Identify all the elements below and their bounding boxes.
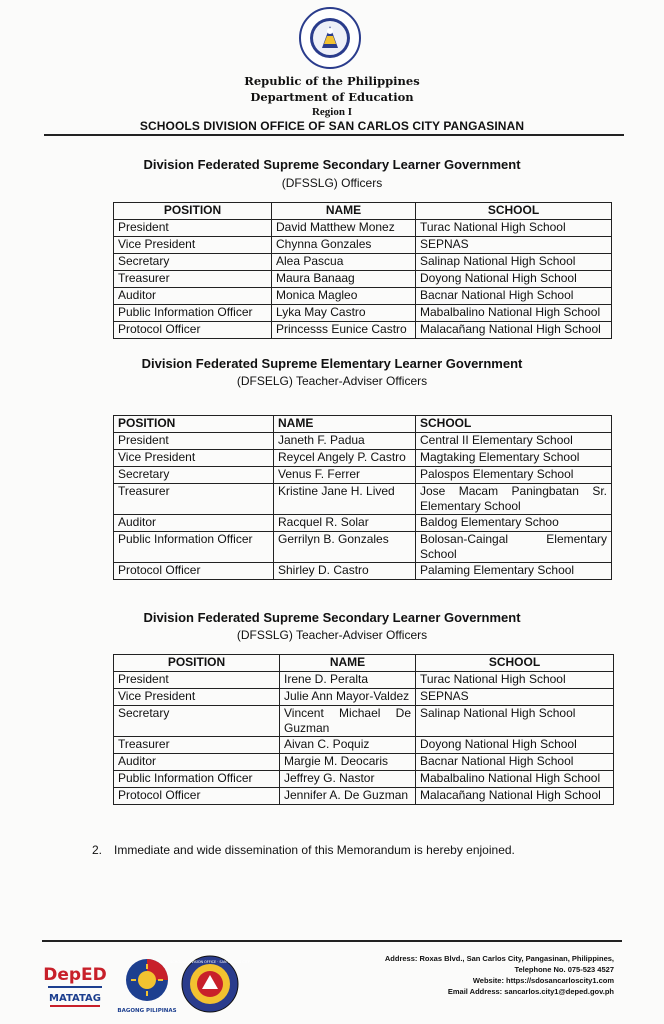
school-cell: SEPNAS bbox=[416, 237, 612, 254]
table-row bbox=[114, 237, 612, 254]
table-row bbox=[114, 706, 614, 737]
name-cell: Jeffrey G. Nastor bbox=[280, 771, 416, 788]
website-link[interactable]: https://sdosancarloscity1.com bbox=[506, 976, 614, 985]
email-link[interactable]: sancarlos.city1@deped.gov.ph bbox=[504, 987, 614, 996]
footer-divider bbox=[42, 940, 622, 942]
position-cell: Vice President bbox=[114, 689, 280, 706]
telephone-line bbox=[385, 964, 614, 975]
school-cell: Salinap National High School bbox=[416, 706, 614, 737]
position-cell: Secretary bbox=[114, 467, 274, 484]
address-value: Roxas Blvd., San Carlos City, Pangasinan, Philippines, bbox=[419, 954, 614, 963]
position-cell: President bbox=[114, 672, 280, 689]
table-header-row bbox=[114, 203, 612, 220]
email-line bbox=[385, 986, 614, 997]
paragraph-number: 2. bbox=[92, 843, 103, 857]
school-cell: Palaming Elementary School bbox=[416, 563, 612, 580]
email-label: Email Address: bbox=[447, 987, 503, 996]
section-1-table bbox=[113, 202, 612, 339]
name-cell: Monica Magleo bbox=[272, 288, 416, 305]
school-cell: Magtaking Elementary School bbox=[416, 450, 612, 467]
table-row bbox=[114, 254, 612, 271]
paragraph-text: Immediate and wide dissemination of this Memorandum is hereby enjoined. bbox=[114, 843, 515, 857]
name-cell: Julie Ann Mayor-Valdez bbox=[280, 689, 416, 706]
table-row bbox=[114, 484, 612, 515]
table-header-row bbox=[114, 655, 614, 672]
table-row bbox=[114, 737, 614, 754]
table-row bbox=[114, 788, 614, 805]
school-cell: Central II Elementary School bbox=[416, 433, 612, 450]
school-cell: Turac National High School bbox=[416, 220, 612, 237]
school-cell: Palospos Elementary School bbox=[416, 467, 612, 484]
name-cell: Maura Banaag bbox=[272, 271, 416, 288]
school-cell: Malacañang National High School bbox=[416, 788, 614, 805]
column-header: SCHOOL bbox=[416, 655, 614, 672]
name-cell: Chynna Gonzales bbox=[272, 237, 416, 254]
column-header: NAME bbox=[274, 416, 416, 433]
school-cell: Malacañang National High School bbox=[416, 322, 612, 339]
table-row bbox=[114, 689, 614, 706]
position-cell: Public Information Officer bbox=[114, 532, 274, 563]
position-cell: Vice President bbox=[114, 450, 274, 467]
name-cell: Gerrilyn B. Gonzales bbox=[274, 532, 416, 563]
position-cell: Secretary bbox=[114, 706, 280, 737]
name-cell: Janeth F. Padua bbox=[274, 433, 416, 450]
school-cell: Bacnar National High School bbox=[416, 288, 612, 305]
school-cell: Mabalbalino National High School bbox=[416, 771, 614, 788]
table-row bbox=[114, 515, 612, 532]
table-row bbox=[114, 563, 612, 580]
office-heading: SCHOOLS DIVISION OFFICE OF SAN CARLOS CITY PANGASINAN bbox=[139, 119, 525, 133]
column-header: NAME bbox=[280, 655, 416, 672]
table-row bbox=[114, 305, 612, 322]
position-cell: Treasurer bbox=[114, 737, 280, 754]
position-cell: Public Information Officer bbox=[114, 771, 280, 788]
department-heading: Department of Education bbox=[250, 90, 414, 104]
table-row bbox=[114, 771, 614, 788]
position-cell: Vice President bbox=[114, 237, 272, 254]
column-header: POSITION bbox=[114, 203, 272, 220]
address-label: Address: bbox=[384, 954, 418, 963]
table-row bbox=[114, 322, 612, 339]
name-cell: Reycel Angely P. Castro bbox=[274, 450, 416, 467]
school-cell: Doyong National High School bbox=[416, 271, 612, 288]
table-row bbox=[114, 754, 614, 771]
name-cell: Aivan C. Poquiz bbox=[280, 737, 416, 754]
website-line bbox=[385, 975, 614, 986]
header-divider bbox=[44, 134, 624, 136]
position-cell: Secretary bbox=[114, 254, 272, 271]
telephone-value: 075-523 4527 bbox=[567, 965, 614, 974]
sdo-seal-text: SCHOOLS DIVISION OFFICE · SAN CARLOS CITY bbox=[170, 960, 250, 964]
section-3-subtitle: (DFSSLG) Teacher-Adviser Officers bbox=[236, 628, 428, 642]
name-cell: Lyka May Castro bbox=[272, 305, 416, 322]
bagong-logo-text: BAGONG PILIPINAS bbox=[117, 1008, 177, 1014]
position-cell: Protocol Officer bbox=[114, 322, 272, 339]
position-cell: Treasurer bbox=[114, 484, 274, 515]
table-row bbox=[114, 532, 612, 563]
school-cell: Bolosan-Caingal Elementary School bbox=[416, 532, 612, 563]
school-cell: Mabalbalino National High School bbox=[416, 305, 612, 322]
school-cell: Baldog Elementary Schoo bbox=[416, 515, 612, 532]
table-row bbox=[114, 467, 612, 484]
position-cell: Auditor bbox=[114, 515, 274, 532]
section-3-table bbox=[113, 654, 614, 805]
website-label: Website: bbox=[472, 976, 504, 985]
column-header: SCHOOL bbox=[416, 203, 612, 220]
name-cell: Margie M. Deocaris bbox=[280, 754, 416, 771]
name-cell: Shirley D. Castro bbox=[274, 563, 416, 580]
section-2-table bbox=[113, 415, 612, 580]
name-cell: Racquel R. Solar bbox=[274, 515, 416, 532]
table-row bbox=[114, 220, 612, 237]
name-cell: Jennifer A. De Guzman bbox=[280, 788, 416, 805]
section-3-title: Division Federated Supreme Secondary Learner Government bbox=[143, 610, 521, 625]
column-header: POSITION bbox=[114, 655, 280, 672]
position-cell: Protocol Officer bbox=[114, 563, 274, 580]
republic-heading: Republic of the Philippines bbox=[244, 74, 420, 88]
column-header: NAME bbox=[272, 203, 416, 220]
deped-seal-icon bbox=[298, 6, 362, 70]
region-heading: Region I bbox=[311, 106, 353, 118]
name-cell: Vincent Michael De Guzman bbox=[280, 706, 416, 737]
position-cell: Auditor bbox=[114, 288, 272, 305]
name-cell: Princesss Eunice Castro bbox=[272, 322, 416, 339]
school-cell: Salinap National High School bbox=[416, 254, 612, 271]
school-cell: Bacnar National High School bbox=[416, 754, 614, 771]
school-cell: Jose Macam Paningbatan Sr. Elementary School bbox=[416, 484, 612, 515]
dissemination-paragraph bbox=[92, 843, 515, 857]
matatag-logo-text: MATATAG bbox=[49, 993, 101, 1004]
school-cell: Doyong National High School bbox=[416, 737, 614, 754]
school-cell: SEPNAS bbox=[416, 689, 614, 706]
column-header: POSITION bbox=[114, 416, 274, 433]
position-cell: President bbox=[114, 220, 272, 237]
section-1-title: Division Federated Supreme Secondary Learner Government bbox=[143, 157, 521, 172]
school-cell: Turac National High School bbox=[416, 672, 614, 689]
table-header-row bbox=[114, 416, 612, 433]
table-row bbox=[114, 672, 614, 689]
telephone-label: Telephone No. bbox=[514, 965, 566, 974]
contact-block bbox=[385, 953, 614, 997]
deped-matatag-logo-icon bbox=[44, 958, 106, 1012]
address-line bbox=[385, 953, 614, 964]
section-2-subtitle: (DFSELG) Teacher-Adviser Officers bbox=[236, 374, 428, 388]
table-row bbox=[114, 288, 612, 305]
name-cell: David Matthew Monez bbox=[272, 220, 416, 237]
table-row bbox=[114, 271, 612, 288]
position-cell: Auditor bbox=[114, 754, 280, 771]
table-row bbox=[114, 433, 612, 450]
table-row bbox=[114, 450, 612, 467]
sdo-seal-icon bbox=[170, 953, 250, 1015]
section-2-title: Division Federated Supreme Elementary Learner Government bbox=[141, 356, 523, 371]
position-cell: Treasurer bbox=[114, 271, 272, 288]
deped-logo-text: DepED bbox=[43, 965, 107, 985]
section-1-subtitle: (DFSSLG) Officers bbox=[281, 176, 383, 190]
column-header: SCHOOL bbox=[416, 416, 612, 433]
name-cell: Kristine Jane H. Lived bbox=[274, 484, 416, 515]
bagong-pilipinas-logo-icon bbox=[116, 956, 178, 1016]
position-cell: Protocol Officer bbox=[114, 788, 280, 805]
name-cell: Irene D. Peralta bbox=[280, 672, 416, 689]
position-cell: President bbox=[114, 433, 274, 450]
position-cell: Public Information Officer bbox=[114, 305, 272, 322]
name-cell: Venus F. Ferrer bbox=[274, 467, 416, 484]
name-cell: Alea Pascua bbox=[272, 254, 416, 271]
